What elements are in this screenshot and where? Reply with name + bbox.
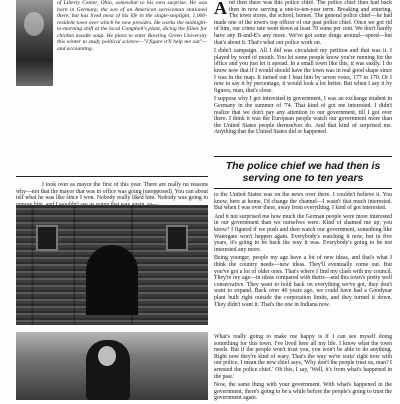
paragraph-exchange: I suppose why I got interested in government, I was an exchange student in Germany in the summer of '74. That kind of got me interested. I didn't realize that we don't pay any attention to our government, till I got over there. I think it was the European people watch our government more than the United States people themselves do. And that kind of surprised me. Anything that the United States did or happened xyxy=(214,96,392,136)
bio-paragraph: of Liberty Center, Ohio, somewhat to his own surprise. He was born in Germany, the son of an American serviceman stationed there, but has lived most of his life in the single-stoplight, 1,000-resident town over which he now presides. He works the midnight-to-morning shift at the local Campbell's plant, dicing the fillets for chicken noodle soup. He plans to enter Bowling Green University this winter to study political science—"I figure it'll help me out"—and accounting. xyxy=(57,0,207,52)
person-photo xyxy=(16,332,208,400)
building-doorway xyxy=(86,245,138,315)
paragraph-watergate: And it not surprised me how much the German people were more interested in our government than we ourselves were. Kind of shamed me up, you know? I figured if we push and then watch our government, something like Watergate won't happen again. Everybody's watching it now, but in five years, it's going to be back the way it was. Everybody's going to be not interested any more. xyxy=(214,213,392,253)
section-divider xyxy=(16,176,208,177)
person-face xyxy=(98,346,116,366)
paragraph-intro: I took over as mayor the first of this year. There are really no reasons why—not that the mayor that was in office was going (unopposed). You can about tell what he was like since I won. Nobody really liked him. Nobody was going to xyxy=(16,182,208,202)
right-column-top xyxy=(214,0,392,138)
paragraph-trust: Now, the same thing with your government. With what's happened in the government, there's going to be a while before the people's going to trust the government again. xyxy=(214,382,392,402)
paragraph-ideas: Being younger, people my age have a lot of new ideas, and that's what I think the country needs—new ideas. They'll eventually come out. But you've got a lot of older ones. That's where I find my clash with my council. They're my age—in ideas compared with theirs—and this town's pretty well conservative. They want to hold back on everything we've got, they don't want to expand. Back over 40 years ago, we could have had a Goodyear plant built right outside the corporation limits, and they turned it down. They didn't want it. That's the one in Indiana now. xyxy=(214,255,392,308)
paragraph-police xyxy=(214,0,392,46)
portrait-photo xyxy=(16,0,53,86)
drop-cap: A xyxy=(214,0,227,18)
paragraph-campaign: I didn't campaign. All I did was circulated my petition and that was it. I played by word of mouth. You let some people know you're running for the office and you just let it spread. In a small town like this, it was easily. I do know now that if I would should have the town was in real good shape since I was in the map. It turned out I beat him by seven votes, 177 to 170. Or I now to say it by percentage, it would look a lot better. But when I say it by figures, man, that's close. xyxy=(214,48,392,94)
building-window xyxy=(166,225,188,251)
building-photo xyxy=(16,205,208,325)
paragraph-police-text: nd then there was this police chief. The police chief then had back then in now serving a one-to-ten-year term. Breaking and entering. The town stores, the school, homes. The general police chief—he had made one of the town's top officer of our past police chief. Once we got rid of him, our crime rate went down at least 70 some per cent. We don't hardly have any B-and-E's any more. We've got some drugs around—speed—but that's about it. That's what our police work on. xyxy=(214,0,392,46)
paragraph-news: to the United States was on the news over there. I couldn't believe it. You know, here at home, I'd change the channel—I wasn't that much interested. But when I was over there, away from everything, I kind of got interested. xyxy=(214,192,392,212)
right-column-middle xyxy=(214,192,392,310)
paragraph-happy: What's really going to make me happy is if I can see myself doing something for this town. I've lived here all my life. I know what the town needs. But if the people won't trust you, you won't be able to do anything. Right now they're kind of wary. That's the way we're sorta' right now with our police. I mean the new chief says, 'Why don't the people trust us, man? I arrested the police chief.' Oh this, I say, 'Well, it's from what's happened in the past.' xyxy=(214,334,392,380)
building-window xyxy=(36,225,58,251)
pull-quote: The police chief we had then is serving one to ten years xyxy=(214,156,392,189)
right-column-bottom xyxy=(214,334,392,404)
